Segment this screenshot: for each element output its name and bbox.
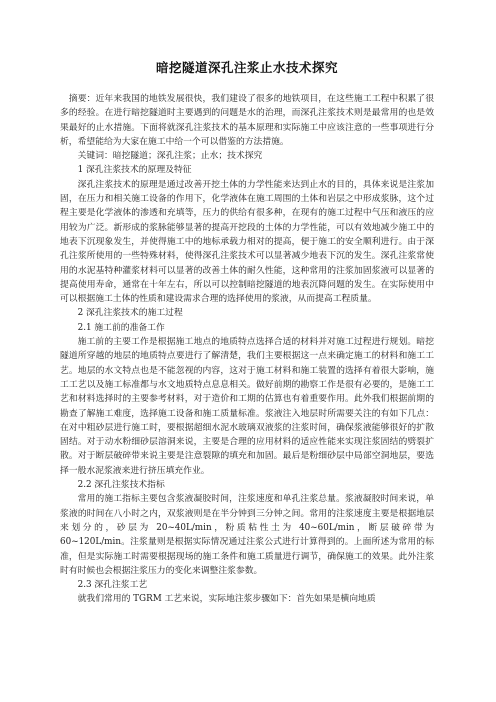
abstract-paragraph: 摘要：近年来我国的地铁发展很快，我们建设了很多的地铁项目，在这些施工工程中积累了很多的经验。在进行暗挖隧道时主要遇到的问题是水的治理，而深孔注浆技术则是最常用的也是效果最好的止水措施。下面将就深孔注浆技术的基本原理和实际施工中应该注意的一些事项进行分析，希望能给为大家在施工中给一个可以借鉴的方法措施。: [60, 94, 434, 147]
section-heading: 2.3 深孔注浆工艺: [77, 580, 148, 591]
section-heading: 1 深孔注浆技术的原理及特征: [77, 165, 192, 176]
document-title: 暗挖隧道深孔注浆止水技术探究: [155, 60, 338, 75]
section-heading: 2.1 施工前的准备工作: [77, 322, 165, 333]
section-heading: 2 深孔注浆技术的施工过程: [77, 308, 183, 319]
document-body: [60, 92, 434, 607]
body-paragraph: 深孔注浆技术的原理是通过改善开挖土体的力学性能来达到止水的目的，具体来说是注浆加固，在压力和相关施工设备的作用下，化学液体在施工周围的土体和岩层之中形成浆脉，这个过程主要是化学液体的渗透和充填等，压力的供给有很多种，在现有的施工过程中气压和液压的应用较为广泛。新形成的浆脉能够显著的提高开挖段的土体的力学性能，可以有效地减少施工中的地表下沉现象发生，并使得施工中的地标承载力相对的提高，便于施工的安全顺利进行。由于深孔注浆所使用的一些特殊材料，使得深孔注浆技术可以显著减少地表下沉的发生。深孔注浆常使用的水泥基特种灌浆材料可以显著的改善土体的耐久性能，这种常用的注浆加固浆液可以显著的提高使用寿命，通常在十年左右，所以可以控制暗挖隧道的地表沉降问题的发生。在实际使用中可以根据施工土体的性质和建设需求合理的选择使用的浆液，从而提高工程质量。: [60, 179, 434, 305]
body-paragraph: 就我们常用的 TGRM 工艺来说，实际地注浆步骤如下：首先如果是横向地质: [77, 594, 376, 605]
section-heading: 2.2 深孔注浆技术指标: [77, 480, 165, 491]
body-paragraph: 施工前的主要工作是根据施工地点的地质特点选择合适的材料并对施工过程进行规划。暗挖隧道所穿越的地层的地质特点要进行了解清楚，我们主要根据这一点来确定施工的材料和施工工艺。地层的水文特点也是不能忽视的内容，这对于施工材料和施工装置的选择有着很大影响，施工工艺以及施工标准都与水文地质特点息息相关。做好前期的勘察工作是很有必要的，是施工工艺和材料选择时的主要参考材料，对于造价和工期的估算也有着重要作用。此外我们根据前期的勘查了解施工难度，选择施工设备和施工质量标准。浆液注入地层时所需要关注的有如下几点：在对中粗砂层进行施工时，要根据超细水泥水玻璃双液浆的注浆时间，确保浆液能够很好的扩散固结。对于动水粉细砂层溶洞来说，主要是合理的应用材料的适应性能来实现注浆固结的劈裂扩散。对于断层破碎带来说主要是注意裂隙的填充和加固。最后是粉细砂层中局部空洞地层，要选择一般水泥浆液来进行挤压填充作业。: [60, 337, 434, 476]
body-paragraph: 常用的施工指标主要包含浆液凝胶时间，注浆速度和单孔注浆总量。浆液凝胶时间来说，单浆液的时间在八小时之内，双浆液则是在半分钟到三分钟之间。常用的注浆速度主要是根据地层来划分的，砂层为 20~40L/min，粉质粘性土为 40~60L/min，断层破碎带为 60~120L/min。注浆量则是根据实际情况通过注浆公式进行计算得到的。上面所述为常用的标准，但是实际施工时需要根据现场的施工条件和施工质量进行调节，确保施工的效果。此外注浆时有时候也会根据注浆压力的变化来调整注浆参数。: [60, 494, 434, 576]
section-heading: 关键词：暗挖隧道；深孔注浆；止水；技术探究: [77, 151, 263, 162]
